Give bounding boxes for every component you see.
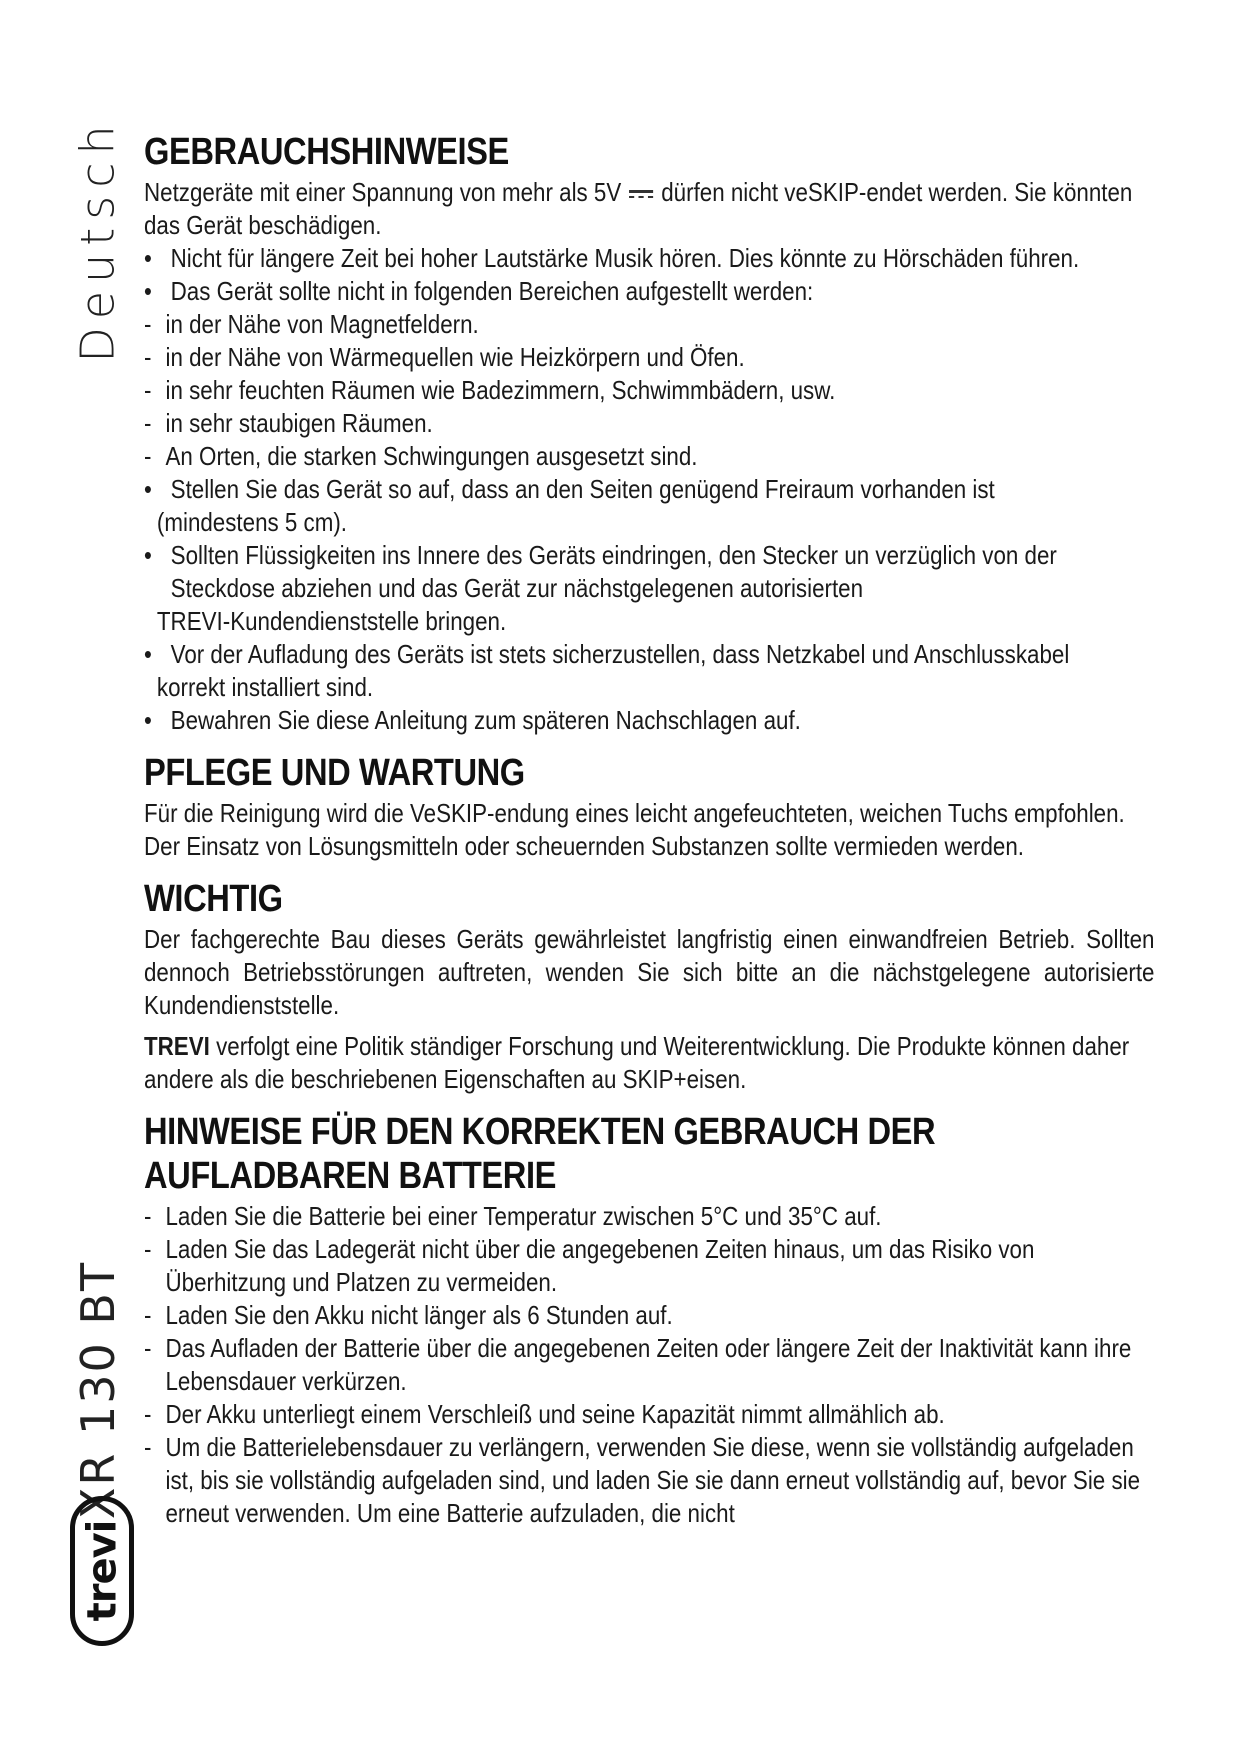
- usage-bullet-cont: (mindestens 5 cm).: [156, 507, 348, 537]
- model-label: [58, 1250, 138, 1530]
- usage-dash: - in der Nähe von Wärmequellen wie Heizkörpern und Öfen.: [144, 341, 1155, 374]
- usage-bullet: • Vor der Aufladung des Geräts ist stets sicherzustellen, dass Netzkabel und Anschlusskabel: [144, 638, 1155, 671]
- battery-item: - Laden Sie den Akku nicht länger als 6 Stunden auf.: [144, 1299, 1155, 1332]
- battery-item: - Laden Sie die Batterie bei einer Temperatur zwischen 5°C und 35°C auf.: [144, 1200, 1155, 1233]
- usage-dash: - in der Nähe von Magnetfeldern.: [144, 308, 1155, 341]
- usage-bullet: • Stellen Sie das Gerät so auf, dass an den Seiten genügend Freiraum vorhanden ist: [144, 473, 1155, 506]
- dc-voltage-icon: [629, 188, 653, 200]
- usage-bullet: • Nicht für längere Zeit bei hoher Lautstärke Musik hören. Dies könnte zu Hörschäden führen.: [144, 242, 1155, 275]
- model-text: XR 130 BT: [71, 1260, 125, 1520]
- usage-dash: - in sehr staubigen Räumen.: [144, 407, 1155, 440]
- usage-bullet: • Bewahren Sie diese Anleitung zum späteren Nachschlagen auf.: [144, 704, 1155, 737]
- language-text: Deutsch: [71, 117, 126, 363]
- usage-bullet: • Sollten Flüssigkeiten ins Innere des Geräts eindringen, den Stecker un verzüglich von der Steckdose abziehen und das Gerät zur nächstgelegenen autorisierten: [144, 539, 1155, 605]
- battery-item: - Laden Sie das Ladegerät nicht über die angegebenen Zeiten hinaus, um das Risiko von Überhitzung und Platzen zu vermeiden.: [144, 1233, 1155, 1299]
- care-line: Für die Reinigung wird die VeSKIP-endung eines leicht angefeuchteten, weichen Tuchs empfohlen.: [144, 798, 1125, 828]
- important-heading: WICHTIG: [144, 878, 283, 920]
- logo-text: trevi: [79, 1520, 126, 1622]
- language-label: [58, 117, 138, 363]
- usage-section: [144, 130, 1155, 737]
- trevi-logo: [70, 1496, 134, 1646]
- usage-heading: GEBRAUCHSHINWEISE: [144, 131, 509, 173]
- usage-intro: Netzgeräte mit einer Spannung von mehr als 5V dürfen nicht veSKIP-endet werden. Sie könnten das Gerät beschädigen.: [144, 177, 1133, 240]
- battery-heading: HINWEISE FÜR DEN KORREKTEN GEBRAUCH DER AUFLADBAREN BATTERIE: [144, 1111, 936, 1197]
- battery-section: [144, 1110, 1155, 1530]
- usage-dash: - in sehr feuchten Räumen wie Badezimmern, Schwimmbädern, usw.: [144, 374, 1155, 407]
- manual-content: [144, 130, 1155, 1530]
- usage-bullet: • Das Gerät sollte nicht in folgenden Bereichen aufgestellt werden:: [144, 275, 1155, 308]
- care-heading: PFLEGE UND WARTUNG: [144, 752, 525, 794]
- important-brand-paragraph: TREVI verfolgt eine Politik ständiger Forschung und Weiterentwicklung. Die Produkte können daher andere als die beschriebenen Eigenschaften au SKIP+eisen.: [144, 1031, 1130, 1094]
- usage-bullet-cont: korrekt installiert sind.: [156, 672, 374, 702]
- important-section: [144, 877, 1155, 1096]
- battery-item: - Um die Batterielebensdauer zu verlängern, verwenden Sie diese, wenn sie vollständig aufgeladen ist, bis sie vollständig aufgeladen sind, und laden Sie sie dann erneut vollständig auf, bevor Sie sie erneut verwenden. Um eine Batterie aufzuladen, die nicht: [144, 1431, 1155, 1530]
- spacer: [144, 1022, 1155, 1030]
- important-paragraph: Der fachgerechte Bau dieses Geräts gewährleistet langfristig einen einwandfreien Betrieb. Sollten dennoch Betriebsstörungen auftreten, wenden Sie sich bitte an die nächstgelegene autorisierte Kundendienststelle.: [144, 924, 1155, 1020]
- spacer: [144, 737, 1155, 751]
- care-section: [144, 751, 1155, 863]
- usage-bullet-cont: TREVI-Kundendienststelle bringen.: [156, 606, 507, 636]
- care-line: Der Einsatz von Lösungsmitteln oder scheuernden Substanzen sollte vermieden werden.: [144, 831, 1025, 861]
- spacer: [144, 1096, 1155, 1110]
- spacer: [144, 863, 1155, 877]
- battery-item: - Das Aufladen der Batterie über die angegebenen Zeiten oder längere Zeit der Inaktivität kann ihre Lebensdauer verkürzen.: [144, 1332, 1155, 1398]
- usage-dash: - An Orten, die starken Schwingungen ausgesetzt sind.: [144, 440, 1155, 473]
- battery-item: - Der Akku unterliegt einem Verschleiß und seine Kapazität nimmt allmählich ab.: [144, 1398, 1155, 1431]
- brand-name: TREVI: [144, 1031, 210, 1061]
